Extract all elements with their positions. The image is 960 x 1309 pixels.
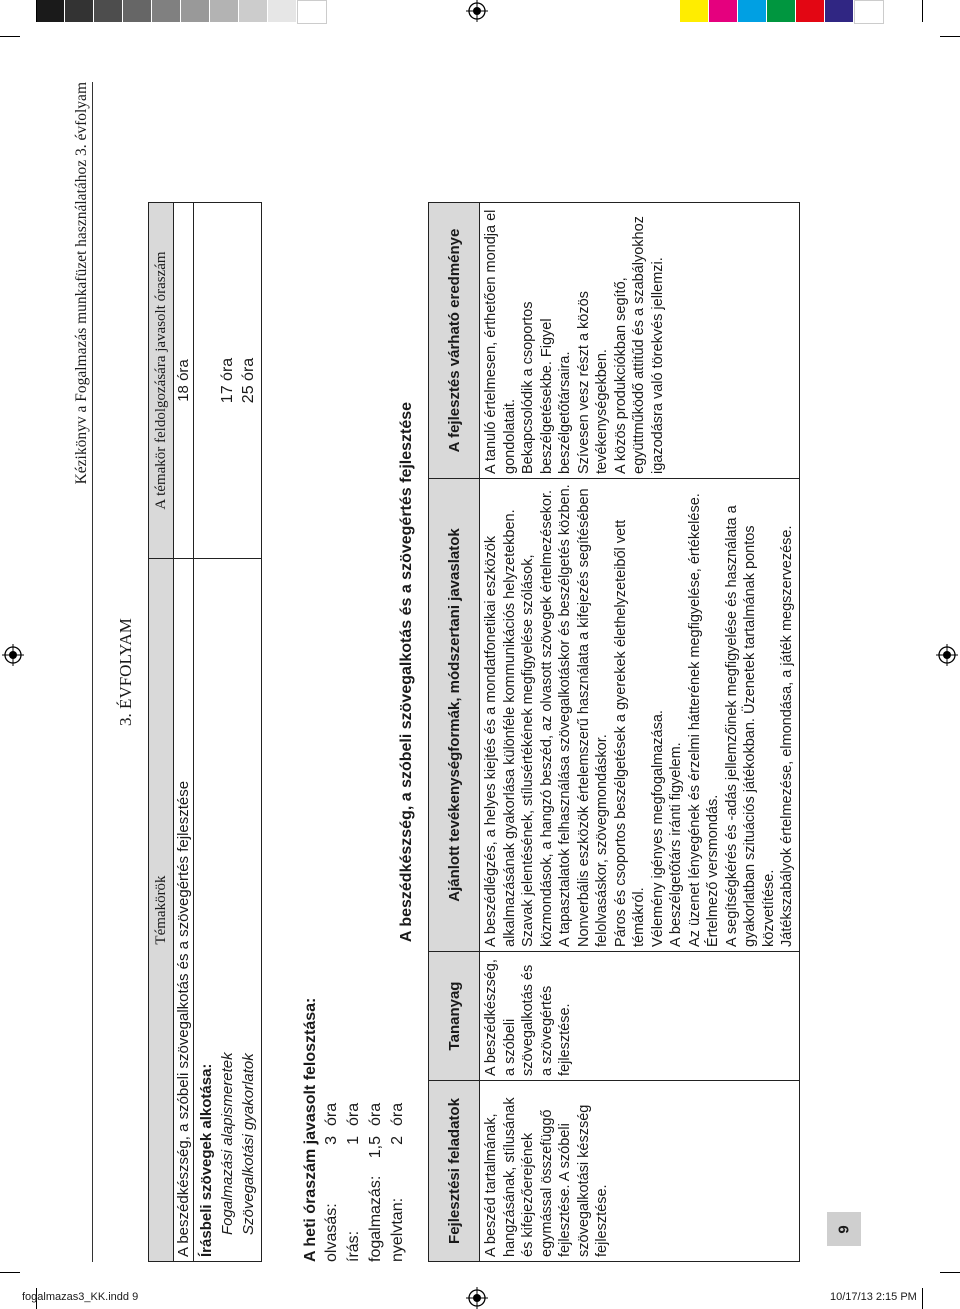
color-swatch [680,0,709,22]
topics-header-row [149,203,174,1262]
grey-swatch [36,0,65,22]
activities-cell [480,479,800,952]
list-item: A segítségkérés és -adás jellemzőinek megfigyelése és használata a gyakorlatban szituációs játékokban. Üzenetek tartalmának pontos közvetítése. [723,505,777,947]
col-header-tasks: Fejlesztési feladatok [429,1081,480,1262]
topic-cell: A beszédkészség, a szóbeli szövegalkotás és a szövegértés fejlesztése [174,559,194,1262]
grey-swatch [268,0,297,22]
weekly-value: 1,5 [367,1136,384,1159]
weekly-heading: A heti óraszám javasolt felosztása: [302,997,319,1262]
grey-swatch [297,0,327,24]
running-header: Kézikönyv a Fogalmazás munkafüzet használatához 3. évfolyam [73,82,90,485]
list-item: A tanuló értelmesen, érthetően mondja el gondolatait. [483,209,518,474]
crop-mark [940,1272,960,1273]
grey-swatch [152,0,181,22]
list-item: Bekapcsolódik a csoportos beszélgetésekbe. Figyel beszélgetőtársaira. [520,301,573,474]
color-swatch [854,0,884,24]
col-header-activities: Ajánlott tevékenységformák, módszertani javaslatok [429,479,480,952]
table-row [174,203,194,1262]
topics-table [148,202,262,1262]
weekly-value: 3 [323,1136,340,1145]
table-row [480,203,800,1262]
tasks-cell: A beszéd tartalmának, hangzásának, stílusának és kifejezőerejének egymással összefüggő fejlesztése. A szóbeli szövegalkotási készség fejlesztése. [480,1081,800,1262]
grey-swatch [239,0,268,22]
list-item: Vélemény igényes megfogalmazása. [649,710,666,947]
section-title: A beszédkészség, a szóbeli szövegalkotás és a szövegértés fejlesztése [398,401,415,943]
weekly-unit: óra [345,1102,362,1126]
list-item: Nonverbális eszközök értelemszerű használata a kifejezés segítésében felolvasáskor, szövegmondáskor. [575,488,610,947]
table-row [194,203,262,1262]
crop-mark [940,36,960,37]
page-content [73,82,858,1262]
weekly-unit: óra [367,1102,384,1126]
material-cell: A beszédkészség, a szóbeli szövegalkotás és a szövegértés fejlesztése. [480,952,800,1081]
col-header-results: A fejlesztés várható eredménye [429,203,480,479]
weekly-label: írás: [345,1230,362,1262]
grey-swatch [65,0,94,22]
weekly-label: fogalmazás: [367,1175,384,1262]
written-topic: Fogalmazási alapismeretek [219,1052,236,1235]
list-item: A közös produkciókban segítő, együttműködő attitűd és a szabályokhoz igazodásra való törekvés jellemzi. [612,216,666,474]
list-item: A tapasztalatok felhasználása szövegalkotáskor és beszélgetés közben. [557,484,573,947]
weekly-row [365,998,387,1262]
written-topic: Szövegalkotási gyakorlatok [240,1053,257,1235]
table-header-row [429,203,480,1262]
development-table [428,202,800,1262]
crop-mark [922,0,923,22]
weekly-unit: óra [389,1102,406,1126]
grey-color-bar [36,0,327,22]
grey-swatch [181,0,210,22]
list-item: Játékszabályok értelmezése, elmondása, a játék megszervezése. [779,525,795,947]
results-cell [480,203,800,479]
list-item: A beszédlégzés, a helyes kiejtés és a mondatfonetikai eszközök alkalmazásának gyakorlása különféle kommunikációs helyzetekben. Szavak jelentésének, stílusértékének megfigyelése szólások, közmondások, a hangzó beszéd, az olvasott szövegek értelmezésekor. [483,489,555,947]
registration-mark-icon [466,0,488,22]
cmyk-color-bar [680,0,884,22]
list-item: A beszélgetőtárs iránti figyelem. [668,742,684,947]
crop-mark [0,36,20,37]
hours-col-header: A témakör feldolgozására javasolt óraszám [149,203,174,559]
registration-mark-icon [2,644,24,666]
grey-swatch [210,0,239,22]
crop-mark [0,1272,20,1273]
footer-file-slug: fogalmazas3_KK.indd 9 [22,1291,139,1303]
color-swatch [796,0,825,22]
footer-date-slug: 10/17/13 2:15 PM [830,1291,917,1303]
weekly-label: olvasás: [323,1203,340,1262]
color-swatch [709,0,738,22]
weekly-value: 1 [345,1136,362,1145]
weekly-hours [300,998,409,1262]
crop-mark [36,0,37,22]
registration-mark-icon [466,1287,488,1309]
grey-swatch [123,0,152,22]
list-item: Szívesen vesz részt a közös tevékenységekben. [575,291,610,474]
list-item: Páros és csoportos beszélgetések a gyerekek élethelyzeteiből vett témákról. [612,519,647,947]
page-number-text: 9 [835,1224,853,1234]
color-swatch [767,0,796,22]
weekly-unit: óra [323,1102,340,1126]
col-header-material: Tananyag [429,952,480,1081]
list-item: Értelmező versmondás. [705,794,721,947]
weekly-row [321,998,343,1262]
weekly-row [343,998,365,1262]
written-heading: Írásbeli szövegek alkotása: [198,1063,215,1257]
grey-swatch [94,0,123,22]
grade-title: 3. ÉVFOLYAM [116,618,135,726]
topics-col-header: Témakörök [149,559,174,1262]
hours-cell: 25 óra [240,357,257,404]
registration-mark-icon [936,644,958,666]
color-swatch [738,0,767,22]
hours-cell: 17 óra [219,357,236,404]
color-swatch [825,0,854,22]
header-rule [92,82,93,1262]
weekly-value: 2 [389,1136,406,1145]
weekly-label: nyelvtan: [389,1197,406,1262]
crop-mark [922,1288,923,1309]
list-item: Az üzenet lényegének és érzelmi hátterének megfigyelése, értékelése. [686,493,703,947]
hours-cell: 18 óra [174,203,194,559]
